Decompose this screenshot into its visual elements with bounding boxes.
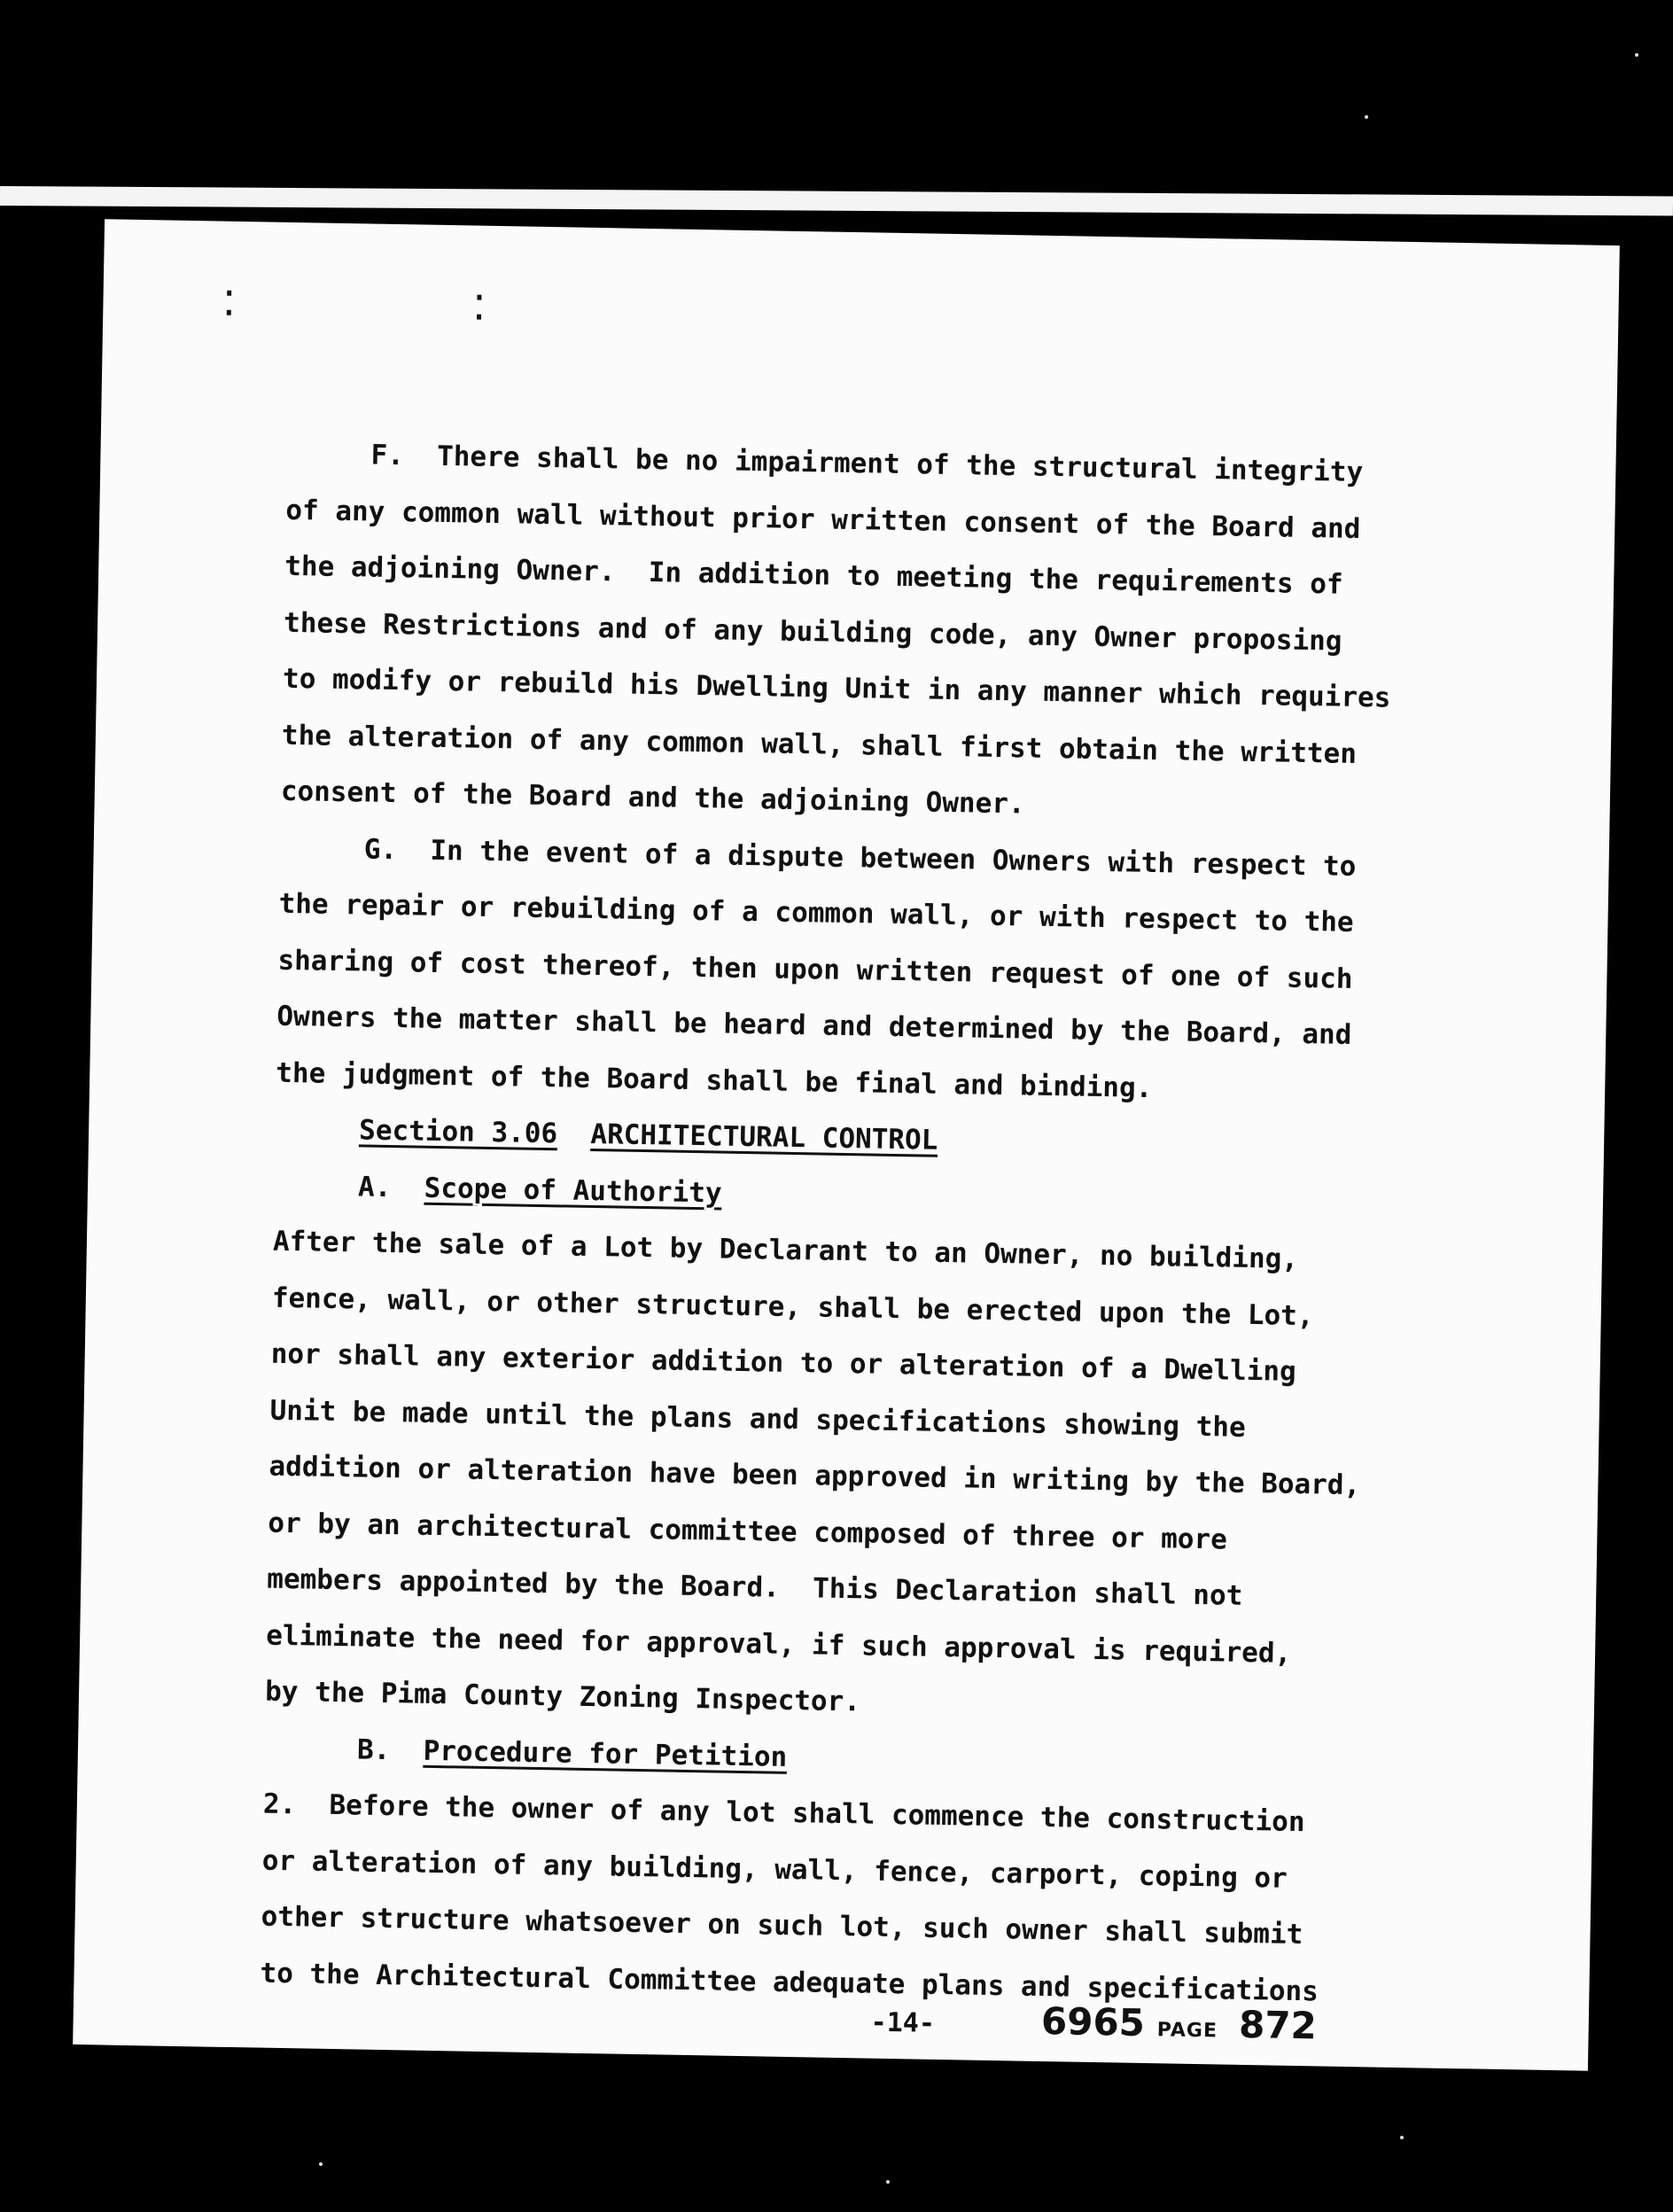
paragraph-line: After the sale of a Lot by Declarant to an Owner, no building,: [272, 1225, 1299, 1275]
subsection-title: Procedure for Petition: [423, 1734, 788, 1773]
document-body: [260, 426, 1457, 2022]
paragraph-line: eliminate the need for approval, if such approval is required,: [265, 1619, 1292, 1670]
subsection-title: Scope of Authority: [424, 1172, 722, 1210]
paragraph-a: [265, 1214, 1443, 1741]
paragraph-line: nor shall any exterior addition to or alteration of a Dwelling: [270, 1337, 1297, 1388]
scan-edge-strip: [0, 186, 1673, 216]
paragraph-line: addition or alteration have been approved in writing by the Board,: [268, 1450, 1361, 1502]
scan-speck: [1365, 115, 1368, 119]
paragraph-line: by the Pima County Zoning Inspector.: [264, 1675, 861, 1718]
paragraph-b: [260, 1777, 1433, 2022]
paragraph-line: the alteration of any common wall, shall first obtain the written: [281, 719, 1358, 770]
paragraph-line: 2. Before the owner of any lot shall commence the construction: [262, 1788, 1305, 1839]
subsection-letter: B.: [356, 1733, 391, 1766]
paragraph-line: sharing of cost thereof, then upon written request of one of such: [277, 944, 1353, 995]
paragraph-line: consent of the Board and the adjoining Owner.: [280, 775, 1025, 821]
paragraph-f: [280, 426, 1457, 840]
page-reference: 872: [1238, 2002, 1318, 2048]
paragraph-line: the judgment of the Board shall be final and binding.: [276, 1056, 1153, 1104]
document-page: [73, 219, 1620, 2071]
paragraph-line: or alteration of any building, wall, fence, carport, coping or: [261, 1844, 1288, 1895]
paragraph-line: Owners the matter shall be heard and determined by the Board, and: [276, 1000, 1352, 1051]
paragraph-line: Unit be made until the plans and specifications showing the: [269, 1394, 1246, 1444]
paragraph-line: these Restrictions and of any building code, any Owner proposing: [283, 606, 1342, 658]
paragraph-line: fence, wall, or other structure, shall be erected upon the Lot,: [271, 1281, 1314, 1332]
paragraph-line: G. In the event of a dispute between Owners with respect to: [363, 832, 1357, 883]
paragraph-line: other structure whatsoever on such lot, such owner shall submit: [261, 1900, 1303, 1951]
paragraph-line: to the Architectural Committee adequate plans and specifications: [260, 1957, 1319, 2007]
book-number: 6965: [1040, 1998, 1146, 2045]
scan-speck: [1635, 53, 1638, 57]
page-footer: [870, 1997, 1317, 2048]
paragraph-line: F. There shall be no impairment of the structural integrity: [370, 439, 1364, 489]
punch-marks: . . . .: [218, 263, 553, 331]
paragraph-line: members appointed by the Board. This Declaration shall not: [267, 1562, 1243, 1612]
scan-speck: [886, 2180, 890, 2184]
page-label: PAGE: [1156, 2019, 1218, 2043]
page-number: -14-: [870, 2006, 936, 2039]
paragraph-line: the adjoining Owner. In addition to meeting the requirements of: [284, 549, 1343, 601]
paragraph-line: to modify or rebuild his Dwelling Unit in any manner which requires: [282, 662, 1391, 714]
section-title: ARCHITECTURAL CONTROL: [590, 1118, 938, 1157]
scan-speck: [319, 2162, 323, 2166]
paragraph-line: of any common wall without prior written consent of the Board and: [285, 494, 1361, 545]
scan-speck: [1400, 2136, 1404, 2139]
section-number: Section 3.06: [358, 1114, 558, 1150]
subsection-letter: A.: [357, 1170, 392, 1203]
paragraph-line: the repair or rebuilding of a common wall, or with respect to the: [278, 887, 1354, 939]
paragraph-g: [276, 820, 1450, 1121]
paragraph-line: or by an architectural committee composed of three or more: [268, 1507, 1228, 1556]
